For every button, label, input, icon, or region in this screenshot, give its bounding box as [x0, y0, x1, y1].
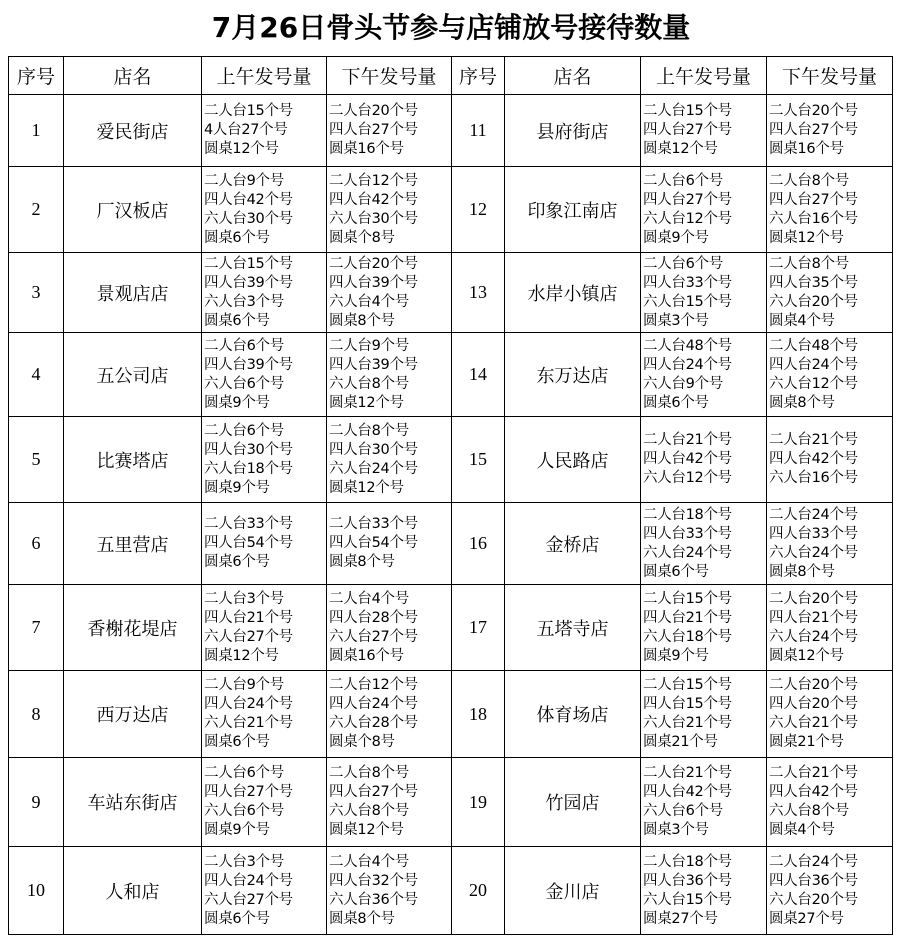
morning-quota: 二人台18个号 四人台36个号 六人台15个号 圆桌27个号: [641, 847, 767, 935]
afternoon-quota: 二人台20个号 四人台39个号 六人台4个号 圆桌8个号: [327, 253, 452, 333]
afternoon-quota: 二人台20个号 四人台27个号 圆桌16个号: [767, 95, 893, 167]
store-name: 厂汉板店: [64, 167, 202, 253]
header-row: [9, 57, 893, 95]
afternoon-quota: 二人台9个号 四人台39个号 六人台8个号 圆桌12个号: [327, 333, 452, 417]
table-row: [9, 503, 893, 585]
morning-quota: 二人台9个号 四人台24个号 六人台21个号 圆桌6个号: [202, 671, 327, 758]
morning-quota: 二人台6个号 四人台30个号 六人台18个号 圆桌9个号: [202, 417, 327, 503]
table-row: [9, 333, 893, 417]
table-row: [9, 585, 893, 671]
store-name: 印象江南店: [505, 167, 641, 253]
store-name: 五塔寺店: [505, 585, 641, 671]
morning-quota: 二人台48个号 四人台24个号 六人台9个号 圆桌6个号: [641, 333, 767, 417]
table-row: [9, 758, 893, 847]
store-index: 9: [9, 758, 64, 847]
store-index: 16: [452, 503, 505, 585]
afternoon-quota: 二人台8个号 四人台27个号 六人台8个号 圆桌12个号: [327, 758, 452, 847]
store-name: 金川店: [505, 847, 641, 935]
table-row: [9, 167, 893, 253]
store-index: 2: [9, 167, 64, 253]
store-name: 体育场店: [505, 671, 641, 758]
morning-quota: 二人台3个号 四人台21个号 六人台27个号 圆桌12个号: [202, 585, 327, 671]
morning-quota: 二人台6个号 四人台39个号 六人台6个号 圆桌9个号: [202, 333, 327, 417]
header-afternoon: 下午发号量: [327, 57, 452, 95]
store-index: 6: [9, 503, 64, 585]
store-index: 11: [452, 95, 505, 167]
afternoon-quota: 二人台4个号 四人台32个号 六人台36个号 圆桌8个号: [327, 847, 452, 935]
store-index: 17: [452, 585, 505, 671]
header-afternoon: 下午发号量: [767, 57, 893, 95]
store-index: 14: [452, 333, 505, 417]
store-name: 东万达店: [505, 333, 641, 417]
store-index: 10: [9, 847, 64, 935]
store-index: 8: [9, 671, 64, 758]
morning-quota: 二人台15个号 四人台27个号 圆桌12个号: [641, 95, 767, 167]
header-index: 序号: [9, 57, 64, 95]
morning-quota: 二人台15个号 四人台15个号 六人台21个号 圆桌21个号: [641, 671, 767, 758]
store-index: 19: [452, 758, 505, 847]
table-row: [9, 417, 893, 503]
store-index: 18: [452, 671, 505, 758]
store-name: 爱民街店: [64, 95, 202, 167]
afternoon-quota: 二人台48个号 四人台24个号 六人台12个号 圆桌8个号: [767, 333, 893, 417]
store-name: 五公司店: [64, 333, 202, 417]
afternoon-quota: 二人台20个号 四人台21个号 六人台24个号 圆桌12个号: [767, 585, 893, 671]
store-name: 车站东街店: [64, 758, 202, 847]
afternoon-quota: 二人台24个号 四人台36个号 六人台20个号 圆桌27个号: [767, 847, 893, 935]
morning-quota: 二人台6个号 四人台27个号 六人台6个号 圆桌9个号: [202, 758, 327, 847]
store-name: 五里营店: [64, 503, 202, 585]
store-index: 15: [452, 417, 505, 503]
store-name: 人和店: [64, 847, 202, 935]
table-row: [9, 671, 893, 758]
table-row: [9, 95, 893, 167]
table-row: [9, 253, 893, 333]
morning-quota: 二人台6个号 四人台27个号 六人台12个号 圆桌9个号: [641, 167, 767, 253]
afternoon-quota: 二人台20个号 四人台27个号 圆桌16个号: [327, 95, 452, 167]
table-row: [9, 847, 893, 935]
afternoon-quota: 二人台20个号 四人台20个号 六人台21个号 圆桌21个号: [767, 671, 893, 758]
afternoon-quota: 二人台21个号 四人台42个号 六人台8个号 圆桌4个号: [767, 758, 893, 847]
afternoon-quota: 二人台4个号 四人台28个号 六人台27个号 圆桌16个号: [327, 585, 452, 671]
store-name: 景观店店: [64, 253, 202, 333]
afternoon-quota: 二人台8个号 四人台30个号 六人台24个号 圆桌12个号: [327, 417, 452, 503]
store-name: 香榭花堤店: [64, 585, 202, 671]
store-index: 5: [9, 417, 64, 503]
afternoon-quota: 二人台24个号 四人台33个号 六人台24个号 圆桌8个号: [767, 503, 893, 585]
morning-quota: 二人台18个号 四人台33个号 六人台24个号 圆桌6个号: [641, 503, 767, 585]
store-name: 西万达店: [64, 671, 202, 758]
store-index: 4: [9, 333, 64, 417]
header-store-name: 店名: [505, 57, 641, 95]
morning-quota: 二人台3个号 四人台24个号 六人台27个号 圆桌6个号: [202, 847, 327, 935]
afternoon-quota: 二人台12个号 四人台24个号 六人台28个号 圆桌个8号: [327, 671, 452, 758]
store-name: 人民路店: [505, 417, 641, 503]
header-store-name: 店名: [64, 57, 202, 95]
store-name: 金桥店: [505, 503, 641, 585]
store-name: 县府街店: [505, 95, 641, 167]
page-title: 7月26日骨头节参与店铺放号接待数量: [211, 11, 691, 44]
afternoon-quota: 二人台8个号 四人台27个号 六人台16个号 圆桌12个号: [767, 167, 893, 253]
morning-quota: 二人台6个号 四人台33个号 六人台15个号 圆桌3个号: [641, 253, 767, 333]
morning-quota: 二人台15个号 4人台27个号 圆桌12个号: [202, 95, 327, 167]
store-name: 水岸小镇店: [505, 253, 641, 333]
header-morning: 上午发号量: [641, 57, 767, 95]
store-index: 12: [452, 167, 505, 253]
morning-quota: 二人台33个号 四人台54个号 圆桌6个号: [202, 503, 327, 585]
afternoon-quota: 二人台8个号 四人台35个号 六人台20个号 圆桌4个号: [767, 253, 893, 333]
afternoon-quota: 二人台33个号 四人台54个号 圆桌8个号: [327, 503, 452, 585]
store-name: 比赛塔店: [64, 417, 202, 503]
afternoon-quota: 二人台12个号 四人台42个号 六人台30个号 圆桌个8号: [327, 167, 452, 253]
morning-quota: 二人台9个号 四人台42个号 六人台30个号 圆桌6个号: [202, 167, 327, 253]
store-index: 7: [9, 585, 64, 671]
afternoon-quota: 二人台21个号 四人台42个号 六人台16个号: [767, 417, 893, 503]
header-morning: 上午发号量: [202, 57, 327, 95]
store-index: 20: [452, 847, 505, 935]
store-index: 3: [9, 253, 64, 333]
store-index: 13: [452, 253, 505, 333]
store-quota-table: [8, 56, 893, 935]
morning-quota: 二人台21个号 四人台42个号 六人台6个号 圆桌3个号: [641, 758, 767, 847]
header-index: 序号: [452, 57, 505, 95]
morning-quota: 二人台15个号 四人台39个号 六人台3个号 圆桌6个号: [202, 253, 327, 333]
morning-quota: 二人台15个号 四人台21个号 六人台18个号 圆桌9个号: [641, 585, 767, 671]
store-index: 1: [9, 95, 64, 167]
morning-quota: 二人台21个号 四人台42个号 六人台12个号: [641, 417, 767, 503]
store-name: 竹园店: [505, 758, 641, 847]
